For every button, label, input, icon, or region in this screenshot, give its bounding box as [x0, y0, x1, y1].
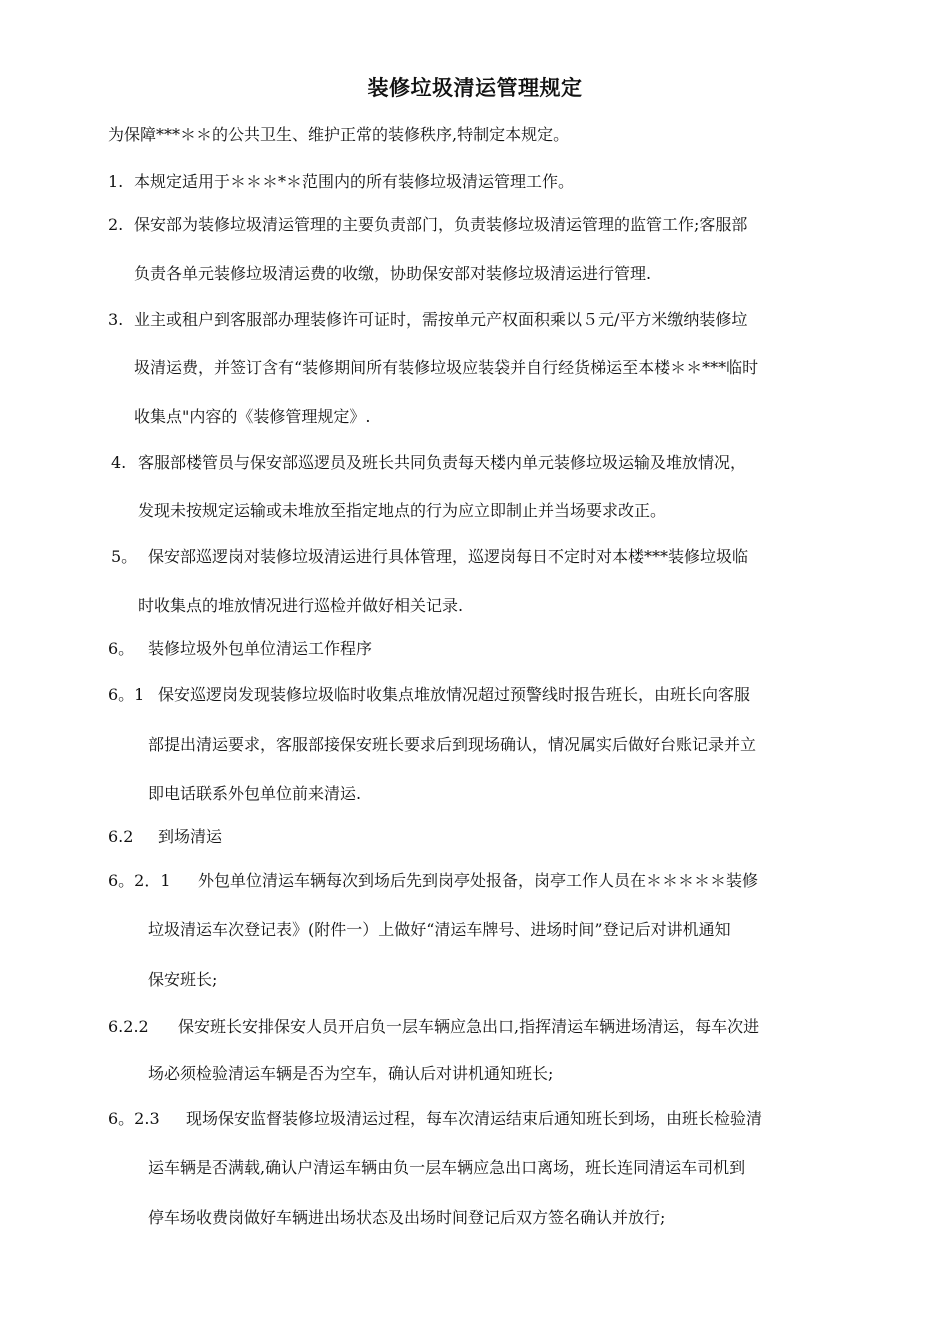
item-3-line-2: 圾清运费，并签订含有“装修期间所有装修垃圾应装袋并自行经货梯运至本楼＊＊***临时: [134, 358, 759, 377]
item-6-1-line-1: 保安巡逻岗发现装修垃圾临时收集点堆放情况超过预警线时报告班长，由班长向客服: [158, 685, 751, 704]
item-6-2-1-number: 6。2．1: [108, 871, 171, 890]
item-6-1-number: 6。1: [108, 685, 145, 704]
item-6-number: 6。: [108, 639, 135, 658]
item-3-line-3: 收集点"内容的《装修管理规定》.: [134, 407, 371, 426]
item-6-2-number: 6.2: [108, 827, 134, 846]
item-3-line-1: 业主或租户到客服部办理装修许可证时，需按单元产权面积乘以５元/平方米缴纳装修垃: [134, 310, 748, 329]
item-6-2-3-line-2: 运车辆是否满载,确认户清运车辆由负一层车辆应急出口离场，班长连同清运车司机到: [148, 1158, 746, 1177]
item-6-line-1: 装修垃圾外包单位清运工作程序: [148, 639, 373, 658]
item-6-1-line-3: 即电话联系外包单位前来清运.: [148, 784, 362, 803]
item-2-line-2: 负责各单元装修垃圾清运费的收缴，协助保安部对装修垃圾清运进行管理.: [134, 264, 652, 283]
document-title: 装修垃圾清运管理规定: [367, 76, 583, 100]
item-6-2-line-1: 到场清运: [158, 827, 223, 846]
item-6-2-3-line-1: 现场保安监督装修垃圾清运过程，每车次清运结束后通知班长到场，由班长检验清: [186, 1109, 763, 1128]
item-6-2-1-line-2: 垃圾清运车次登记表》(附件一）上做好“清运车牌号、进场时间”登记后对讲机通知: [148, 920, 731, 939]
item-4-line-2: 发现未按规定运输或未堆放至指定地点的行为应立即制止并当场要求改正。: [138, 501, 667, 520]
item-6-2-2-number: 6.2.2: [108, 1017, 149, 1036]
item-5-number: 5。: [111, 547, 138, 566]
item-6-2-2-line-2: 场必须检验清运车辆是否为空车，确认后对讲机通知班长;: [148, 1064, 554, 1083]
item-1-number: 1.: [108, 172, 124, 191]
item-6-2-2-line-1: 保安班长安排保安人员开启负一层车辆应急出口,指挥清运车辆进场清运，每车次进: [178, 1017, 760, 1036]
item-6-2-1-line-3: 保安班长;: [148, 970, 218, 989]
item-6-2-3-number: 6。2.3: [108, 1109, 160, 1128]
item-6-2-3-line-3: 停车场收费岗做好车辆进出场状态及出场时间登记后双方签名确认并放行;: [148, 1208, 666, 1227]
item-6-1-line-2: 部提出清运要求，客服部接保安班长要求后到现场确认，情况属实后做好台账记录并立: [148, 735, 757, 754]
item-5-line-2: 时收集点的堆放情况进行巡检并做好相关记录.: [138, 596, 464, 615]
item-2-line-1: 保安部为装修垃圾清运管理的主要负责部门，负责装修垃圾清运管理的监管工作;客服部: [134, 215, 748, 234]
item-3-number: 3.: [108, 310, 124, 329]
item-1-line-1: 本规定适用于＊＊＊*＊范围内的所有装修垃圾清运管理工作。: [134, 172, 575, 191]
item-4-line-1: 客服部楼管员与保安部巡逻员及班长共同负责每天楼内单元装修垃圾运输及堆放情况，: [138, 453, 747, 472]
intro-paragraph: 为保障***＊＊的公共卫生、维护正常的装修秩序,特制定本规定。: [108, 125, 570, 144]
item-6-2-1-line-1: 外包单位清运车辆每次到场后先到岗亭处报备，岗亭工作人员在＊＊＊＊＊装修: [198, 871, 759, 890]
item-4-number: 4.: [111, 453, 127, 472]
item-2-number: 2.: [108, 215, 124, 234]
item-5-line-1: 保安部巡逻岗对装修垃圾清运进行具体管理，巡逻岗每日不定时对本楼***装修垃圾临: [148, 547, 749, 566]
